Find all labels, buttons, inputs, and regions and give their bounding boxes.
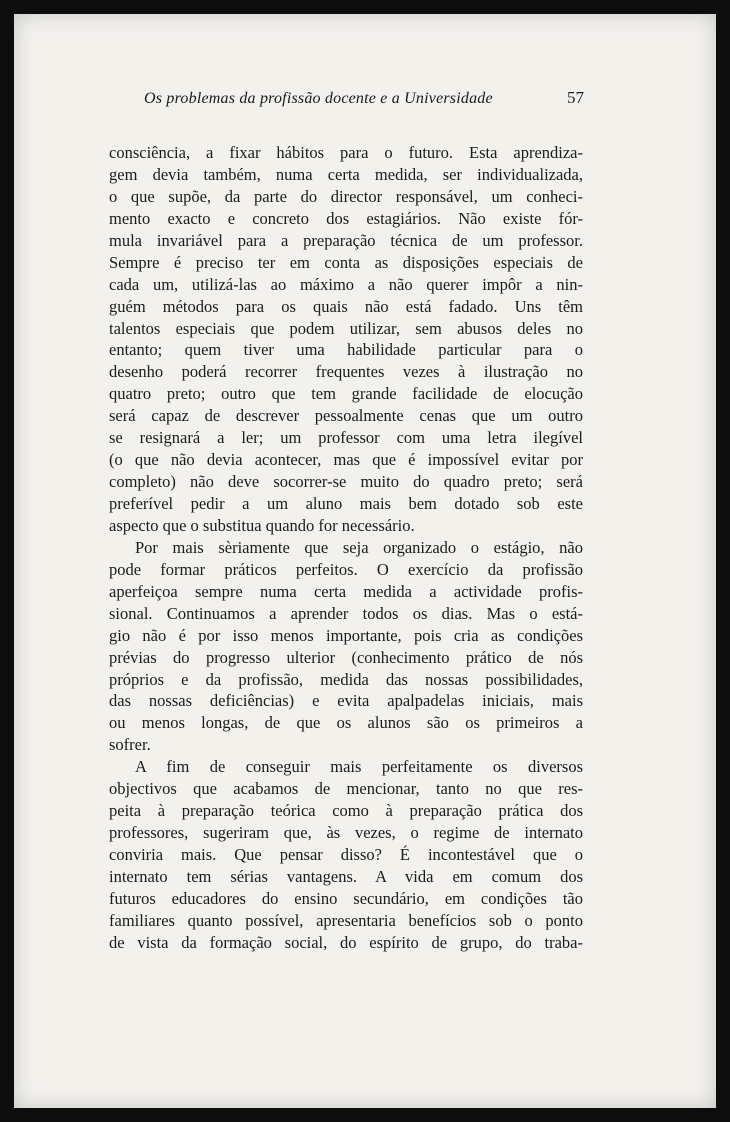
text-line: talentos especiais que podem utilizar, sem abusos deles no (109, 318, 583, 338)
text-line: conviria mais. Que pensar disso? É incontestável que o (109, 845, 583, 864)
text-line: aspecto que o substitua quando for necessário. (109, 515, 415, 535)
text-line: futuros educadores do ensino secundário, em condições tão (109, 888, 583, 908)
text-line: pode formar práticos perfeitos. O exercício da profissão (109, 559, 583, 579)
text-line: objectivos que acabamos de mencionar, tanto no que res- (109, 779, 583, 799)
running-head (144, 88, 584, 108)
text-line: aperfeiçoa sempre numa certa medida a actividade profis- (109, 581, 583, 601)
text-line: de vista da formação social, do espírito de grupo, do traba- (109, 932, 583, 952)
text-line: consciência, a fixar hábitos para o futuro. Esta aprendiza- (109, 143, 583, 162)
text-line: mula invariável para a preparação técnica de um professor. (109, 230, 583, 250)
text-line: mento exacto e concreto dos estagiários. Não existe fór- (109, 208, 583, 228)
text-line: quatro preto; outro que tem grande facilidade de elocução (109, 384, 583, 404)
text-line: prévias do progresso ulterior (conhecimento prático de nós (109, 647, 583, 667)
text-line: (o que não devia acontecer, mas que é impossível evitar por (109, 450, 583, 470)
text-line: desenho poderá recorrer frequentes vezes à ilustração no (109, 362, 583, 382)
text-line: Por mais sèriamente que seja organizado o estágio, não (135, 537, 583, 557)
text-line: ou menos longas, de que os alunos são os primeiros a (109, 713, 583, 733)
text-line: próprios e da profissão, medida das nossas possibilidades, (109, 669, 583, 689)
text-line: Sempre é preciso ter em conta as disposições especiais de (109, 252, 583, 272)
text-line: professores, sugeriram que, às vezes, o regime de internato (109, 823, 583, 843)
text-line: será capaz de descrever pessoalmente cenas que um outro (109, 406, 583, 426)
text-line: familiares quanto possível, apresentaria benefícios sob o ponto (109, 910, 583, 930)
text-line: cada um, utilizá-las ao máximo a não querer impôr a nin- (109, 274, 583, 294)
text-line: peita à preparação teórica como à preparação prática dos (109, 801, 583, 821)
body-text (109, 142, 583, 954)
text-line: preferível pedir a um aluno mais bem dotado sob este (109, 494, 583, 513)
page-number: 57 (567, 88, 584, 107)
text-line: gem devia também, numa certa medida, ser individualizada, (109, 164, 583, 184)
running-title: Os problemas da profissão docente e a Universidade (144, 90, 493, 107)
text-line: A fim de conseguir mais perfeitamente os diversos (135, 757, 583, 777)
text-line: guém métodos para os quais não está fadado. Uns têm (109, 296, 583, 316)
text-line: internato tem sérias vantagens. A vida em comum dos (109, 866, 583, 886)
text-line: sofrer. (109, 735, 151, 755)
text-line: o que supõe, da parte do director responsável, um conheci- (109, 186, 583, 206)
book-page (14, 14, 716, 1108)
text-line: sional. Continuamos a aprender todos os dias. Mas o está- (109, 603, 583, 623)
text-line: completo) não deve socorrer-se muito do quadro preto; será (109, 472, 583, 492)
text-line: se resignará a ler; um professor com uma letra ilegível (109, 428, 583, 448)
text-line: gio não é por isso menos importante, pois cria as condições (109, 625, 583, 645)
text-line: das nossas deficiências) e evita apalpadelas iniciais, mais (109, 691, 583, 711)
text-line: entanto; quem tiver uma habilidade particular para o (109, 340, 583, 360)
